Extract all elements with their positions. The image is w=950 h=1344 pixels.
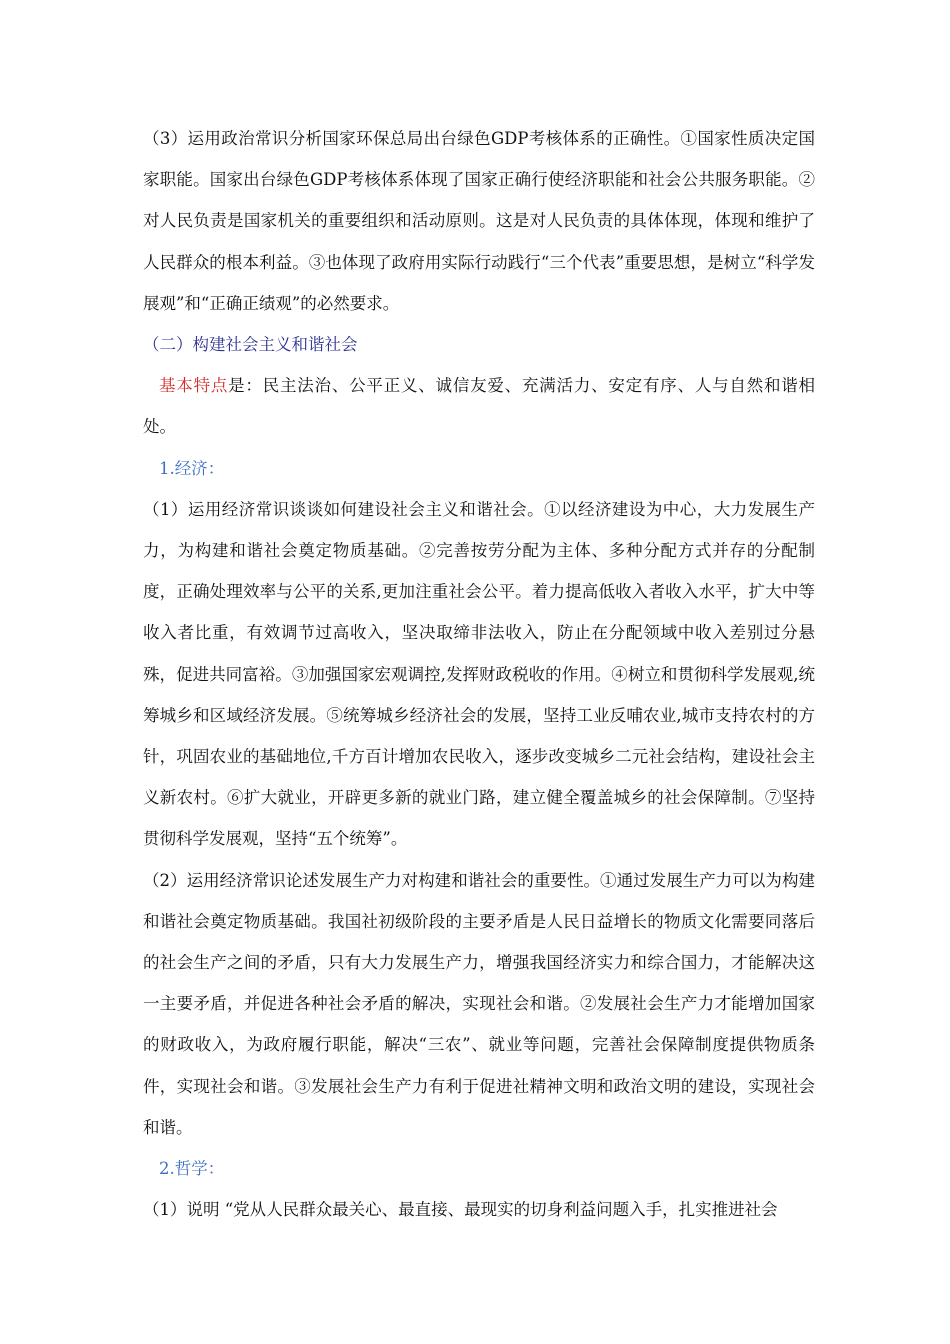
paragraph-philosophy-1: （1）说明 “党从人民群众最关心、最直接、最现实的切身利益问题入手，扎实推进社会 — [143, 1200, 778, 1220]
paragraph-economics-1: （1）运用经济常识谈谈如何建设社会主义和谐社会。①以经济建设为中心，大力发展生产力，为构建和谐社会奠定物质基础。②完善按劳分配为主体、多种分配方式并存的分配制度，正确处理效率与公平的关系,更加注重社会公平。着力提高低收入者收入水平，扩大中等收入者比重，有效调节过高收入，坚决取缔非法收入，防止在分配领域中收入差别过分悬殊，促进共同富裕。③加强国家宏观调控,发挥财政税收的作用。④树立和贯彻科学发展观,统筹城乡和区域经济发展。⑤统筹城乡经济社会的发展，坚持工业反哺农业,城市支持农村的方针，巩固农业的基础地位,千方百计增加农民收入，逐步改变城乡二元社会结构，建设社会主义新农村。⑥扩大就业，开辟更多新的就业门路，建立健全覆盖城乡的社会保障制。⑦坚持贯彻科学发展观，坚持“五个统筹”。 — [143, 499, 815, 849]
section-heading-harmonious-society: （二）构建社会主义和谐社会 — [143, 335, 358, 355]
basic-features-text: 是：民主法治、公平正义、诚信友爱、充满活力、安定有序、人与自然和谐相处。 — [143, 376, 816, 437]
document-page — [143, 118, 815, 1230]
subheading-philosophy: 2.哲学： — [159, 1159, 225, 1179]
subheading-economics: 1.经济： — [159, 458, 225, 478]
paragraph-economics-2: （2）运用经济常识论述发展生产力对构建和谐社会的重要性。①通过发展生产力可以为构建和谐社会奠定物质基础。我国社初级阶段的主要矛盾是人民日益增长的物质文化需要同落后的社会生产之间的矛盾，只有大力发展生产力，增强我国经济实力和综合国力，才能解决这一主要矛盾，并促进各种社会矛盾的解决，实现社会和谐。②发展社会生产力才能增加国家的财政收入，为政府履行职能，解决“三农”、就业等问题，完善社会保障制度提供物质条件，实现社会和谐。③发展社会生产力有利于促进社精神文明和政治文明的建设，实现社会和谐。 — [143, 870, 815, 1137]
paragraph-basic-features — [143, 365, 815, 447]
basic-features-label: 基本特点 — [159, 376, 229, 396]
paragraph-politics-analysis: （3）运用政治常识分析国家环保总局出台绿色GDP考核体系的正确性。①国家性质决定国家职能。国家出台绿色GDP考核体系体现了国家正确行使经济职能和社会公共服务职能。②对人民负责是国家机关的重要组织和活动原则。这是对人民负责的具体体现，体现和维护了人民群众的根本利益。③也体现了政府用实际行动践行“三个代表”重要思想，是树立“科学发展观”和“正确正绩观”的必然要求。 — [143, 129, 815, 313]
